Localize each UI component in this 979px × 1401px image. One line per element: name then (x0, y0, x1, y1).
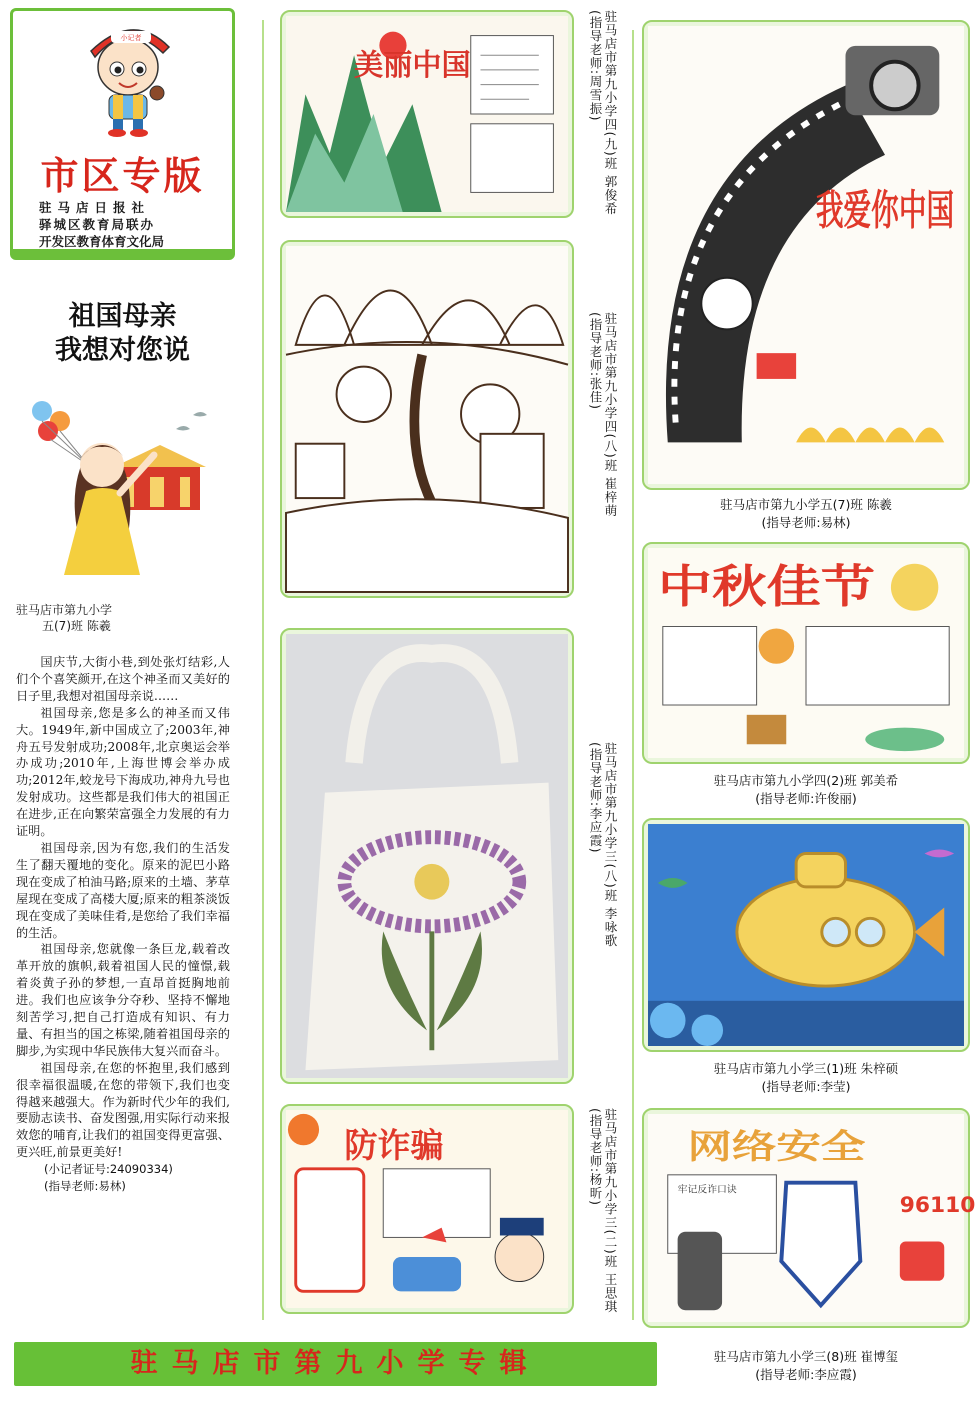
artwork-2-landscape-drawing (280, 240, 574, 598)
article-paragraph: 祖国母亲,在您的怀抱里,我们感到很幸福很温暖,在您的带领下,我们也变得越来越强大。作为新时代少年的我们,要励志读书、奋发图强,用实际行动来报效您的哺育,让我们的祖国变得更富强、更兴旺,前景更美好! (16, 1060, 230, 1160)
artwork-4-image (286, 1110, 568, 1308)
artwork-1-image (286, 16, 568, 212)
artwork-5-image (648, 26, 964, 484)
article-paragraph: 祖国母亲,因为有您,我们的生活发生了翻天覆地的变化。原来的泥巴小路现在变成了柏油马路;原来的土墙、茅草屋现在变成了高楼大厦;原来的粗茶淡饭现在变成了美味佳肴,是您给了我们幸福的生活。 (16, 840, 230, 940)
decorative-connector (262, 20, 264, 1320)
artwork-3-tote-bag (280, 628, 574, 1084)
artwork-8-hotline: 96110 (899, 1193, 976, 1219)
masthead-green-bar (13, 249, 232, 257)
artwork-4-caption (588, 1108, 618, 1314)
artwork-3-caption (588, 742, 618, 948)
article-paragraph: 祖国母亲,您就像一条巨龙,载着改革开放的旗帜,载着祖国人民的憧憬,载着炎黄子孙的梦想,一直昂首挺胸地前进。我们也应该争分夺秒、坚持不懈地刻苦学习,把自己打造成有知识、有力量、有担当的国之栋梁,随着祖国母亲的脚步,为实现中华民族伟大复兴而奋斗。 (16, 942, 230, 1058)
artwork-8-network-safety (642, 1108, 976, 1328)
organizer-line-3: 开发区教育体育文化局 (39, 234, 165, 249)
artwork-3-teacher: (指导老师:李应霞) (588, 742, 603, 854)
article-body (16, 654, 230, 1195)
artwork-5-caption-text: 驻马店市第九小学五(7)班 陈羲 (720, 497, 892, 512)
mascot-badge-text: 小记者 (120, 34, 142, 42)
artwork-6-teacher: (指导老师:许俊丽) (755, 791, 857, 806)
article-title-line-1: 祖国母亲 (68, 301, 177, 332)
artwork-5-teacher: (指导老师:易林) (761, 515, 851, 530)
artwork-8-image (648, 1114, 976, 1322)
artwork-8-subtitle: 牢记反诈口诀 (677, 1184, 737, 1196)
artwork-7-submarine (642, 818, 970, 1052)
artwork-2-teacher: (指导老师:张佳) (588, 312, 603, 410)
article-paragraph: 祖国母亲,您是多么的神圣而又伟大。1949年,新中国成立了;2003年,神舟五号发射成功;2008年,北京奥运会举办成功;2010年,上海世博会举办成功;2012年,蛟龙号下海成功,神舟九号也发射成功。这些都是我们伟大的祖国正在进步,正在向繁荣富强全力发展的有力证明。 (16, 705, 230, 839)
artwork-4-teacher: (指导老师:杨昕) (588, 1108, 603, 1206)
article-paragraph: 国庆节,大街小巷,到处张灯结彩,人们个个喜笑颜开,在这个神圣而又美好的日子里,我想对祖国母亲说…… (16, 655, 230, 703)
organizer-line-1: 驻马店日报社 (39, 200, 151, 215)
artwork-6-image (648, 548, 964, 758)
artwork-4-anti-fraud (280, 1104, 574, 1314)
masthead (10, 8, 235, 260)
artwork-3-image (286, 634, 568, 1078)
artwork-7-teacher: (指导老师:李莹) (761, 1079, 851, 1094)
article-title (10, 300, 235, 368)
article-byline (16, 602, 226, 634)
article-title-line-2: 我想对您说 (55, 335, 190, 366)
artwork-8-caption-text: 驻马店市第九小学三(8)班 崔博玺 (713, 1349, 899, 1364)
artwork-2-caption (588, 312, 618, 518)
artwork-4-title: 防诈骗 (344, 1125, 444, 1166)
artwork-7-caption (642, 1060, 970, 1096)
organizer-line-2: 驿城区教育局联办 (39, 217, 156, 232)
special-edition-banner: 驻马店市第九小学专辑 (14, 1342, 657, 1386)
organizer-list (39, 199, 164, 250)
byline-class-author: 五(7)班 陈羲 (42, 619, 111, 633)
decorative-connector (632, 30, 634, 1320)
artwork-5-caption (642, 496, 970, 532)
artwork-1-teacher: (指导老师:周雪振) (588, 10, 603, 122)
artwork-5-i-love-china (642, 20, 970, 490)
artwork-8-teacher: (指导老师:李应霞) (755, 1367, 857, 1382)
artwork-2-image (286, 246, 568, 592)
artwork-1-caption-text: 驻马店市第九小学四(九)班 郭俊希 (603, 10, 618, 216)
artwork-5-title: 我爱你中国 (815, 185, 955, 235)
artwork-3-caption-text: 驻马店市第九小学三(八)班 李咏歌 (603, 742, 618, 948)
artwork-6-title: 中秋佳节 (657, 559, 876, 613)
artwork-2-caption-text: 驻马店市第九小学四(八)班 崔梓萌 (603, 312, 618, 518)
artwork-1-caption (588, 10, 618, 216)
mascot-reporter-illustration (73, 17, 183, 137)
artwork-8-title: 网络安全 (687, 1127, 866, 1167)
artwork-6-mid-autumn (642, 542, 970, 764)
artwork-7-caption-text: 驻马店市第九小学三(1)班 朱梓硕 (713, 1061, 899, 1076)
artwork-4-caption-text: 驻马店市第九小学三(二)班 王思琪 (603, 1108, 618, 1314)
artwork-1-beautiful-china (280, 10, 574, 218)
reporter-id: (小记者证号:24090334) (44, 1162, 173, 1177)
artwork-8-caption (642, 1348, 970, 1384)
girl-with-balloons-illustration (28, 395, 213, 585)
edition-title: 市区专版 (40, 153, 205, 198)
artwork-1-title: 美丽中国 (354, 47, 471, 82)
article-teacher: (指导老师:易林) (44, 1179, 126, 1194)
byline-school: 驻马店市第九小学 (16, 603, 113, 617)
artwork-6-caption (642, 772, 970, 808)
artwork-6-caption-text: 驻马店市第九小学四(2)班 郭美希 (713, 773, 899, 788)
artwork-7-image (648, 824, 964, 1046)
